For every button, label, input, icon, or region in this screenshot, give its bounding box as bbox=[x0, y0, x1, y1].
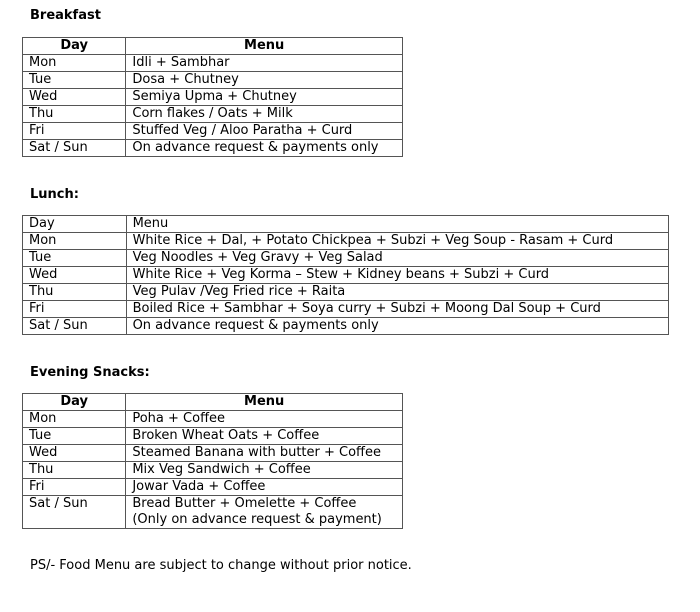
column-header-day: Day bbox=[23, 216, 127, 233]
day-cell: Sat / Sun bbox=[23, 496, 126, 529]
menu-cell: Corn flakes / Oats + Milk bbox=[126, 106, 403, 123]
menu-cell: Idli + Sambhar bbox=[126, 55, 403, 72]
table-row bbox=[23, 301, 669, 318]
table-row bbox=[23, 89, 403, 106]
table-row bbox=[23, 106, 403, 123]
column-header-menu: Menu bbox=[126, 216, 668, 233]
menu-cell: Semiya Upma + Chutney bbox=[126, 89, 403, 106]
menu-cell: Steamed Banana with butter + Coffee bbox=[126, 445, 403, 462]
menu-cell: On advance request & payments only bbox=[126, 140, 403, 157]
menu-cell: Jowar Vada + Coffee bbox=[126, 479, 403, 496]
menu-line: Bread Butter + Omelette + Coffee bbox=[132, 496, 357, 511]
table-header-row bbox=[23, 38, 403, 55]
day-cell: Mon bbox=[23, 233, 127, 250]
table-row bbox=[23, 411, 403, 428]
menu-cell: Veg Pulav /Veg Fried rice + Raita bbox=[126, 284, 668, 301]
day-cell: Tue bbox=[23, 428, 126, 445]
column-header-menu: Menu bbox=[126, 38, 403, 55]
table-row bbox=[23, 462, 403, 479]
breakfast-table bbox=[22, 37, 403, 157]
snacks-heading: Evening Snacks: bbox=[30, 365, 150, 380]
day-cell: Wed bbox=[23, 89, 126, 106]
day-cell: Tue bbox=[23, 72, 126, 89]
table-row bbox=[23, 233, 669, 250]
day-cell: Thu bbox=[23, 462, 126, 479]
day-cell: Thu bbox=[23, 106, 126, 123]
day-cell: Sat / Sun bbox=[23, 140, 126, 157]
day-cell: Fri bbox=[23, 123, 126, 140]
menu-cell: White Rice + Dal, + Potato Chickpea + Subzi + Veg Soup - Rasam + Curd bbox=[126, 233, 668, 250]
table-header-row bbox=[23, 216, 669, 233]
day-cell: Wed bbox=[23, 445, 126, 462]
day-cell: Mon bbox=[23, 411, 126, 428]
table-row bbox=[23, 318, 669, 335]
table-row bbox=[23, 479, 403, 496]
footer-note: PS/- Food Menu are subject to change without prior notice. bbox=[30, 558, 412, 573]
menu-cell bbox=[126, 496, 403, 529]
menu-line-note: (Only on advance request & payment) bbox=[132, 512, 382, 527]
table-row bbox=[23, 250, 669, 267]
table-row bbox=[23, 428, 403, 445]
table-row bbox=[23, 72, 403, 89]
menu-cell: Dosa + Chutney bbox=[126, 72, 403, 89]
day-cell: Wed bbox=[23, 267, 127, 284]
column-header-menu: Menu bbox=[126, 394, 403, 411]
menu-cell: Broken Wheat Oats + Coffee bbox=[126, 428, 403, 445]
table-row bbox=[23, 496, 403, 529]
menu-cell: Boiled Rice + Sambhar + Soya curry + Subzi + Moong Dal Soup + Curd bbox=[126, 301, 668, 318]
menu-cell: Poha + Coffee bbox=[126, 411, 403, 428]
day-cell: Fri bbox=[23, 479, 126, 496]
table-row bbox=[23, 123, 403, 140]
day-cell: Sat / Sun bbox=[23, 318, 127, 335]
table-row bbox=[23, 267, 669, 284]
lunch-heading: Lunch: bbox=[30, 187, 79, 202]
menu-cell: Veg Noodles + Veg Gravy + Veg Salad bbox=[126, 250, 668, 267]
column-header-day: Day bbox=[23, 38, 126, 55]
snacks-table bbox=[22, 393, 403, 529]
table-row bbox=[23, 445, 403, 462]
menu-cell: Stuffed Veg / Aloo Paratha + Curd bbox=[126, 123, 403, 140]
table-row bbox=[23, 55, 403, 72]
day-cell: Tue bbox=[23, 250, 127, 267]
day-cell: Fri bbox=[23, 301, 127, 318]
table-row bbox=[23, 140, 403, 157]
breakfast-heading: Breakfast bbox=[30, 8, 101, 23]
table-row bbox=[23, 284, 669, 301]
day-cell: Mon bbox=[23, 55, 126, 72]
menu-cell: On advance request & payments only bbox=[126, 318, 668, 335]
table-header-row bbox=[23, 394, 403, 411]
menu-cell: Mix Veg Sandwich + Coffee bbox=[126, 462, 403, 479]
menu-cell: White Rice + Veg Korma – Stew + Kidney beans + Subzi + Curd bbox=[126, 267, 668, 284]
day-cell: Thu bbox=[23, 284, 127, 301]
column-header-day: Day bbox=[23, 394, 126, 411]
lunch-table bbox=[22, 215, 669, 335]
